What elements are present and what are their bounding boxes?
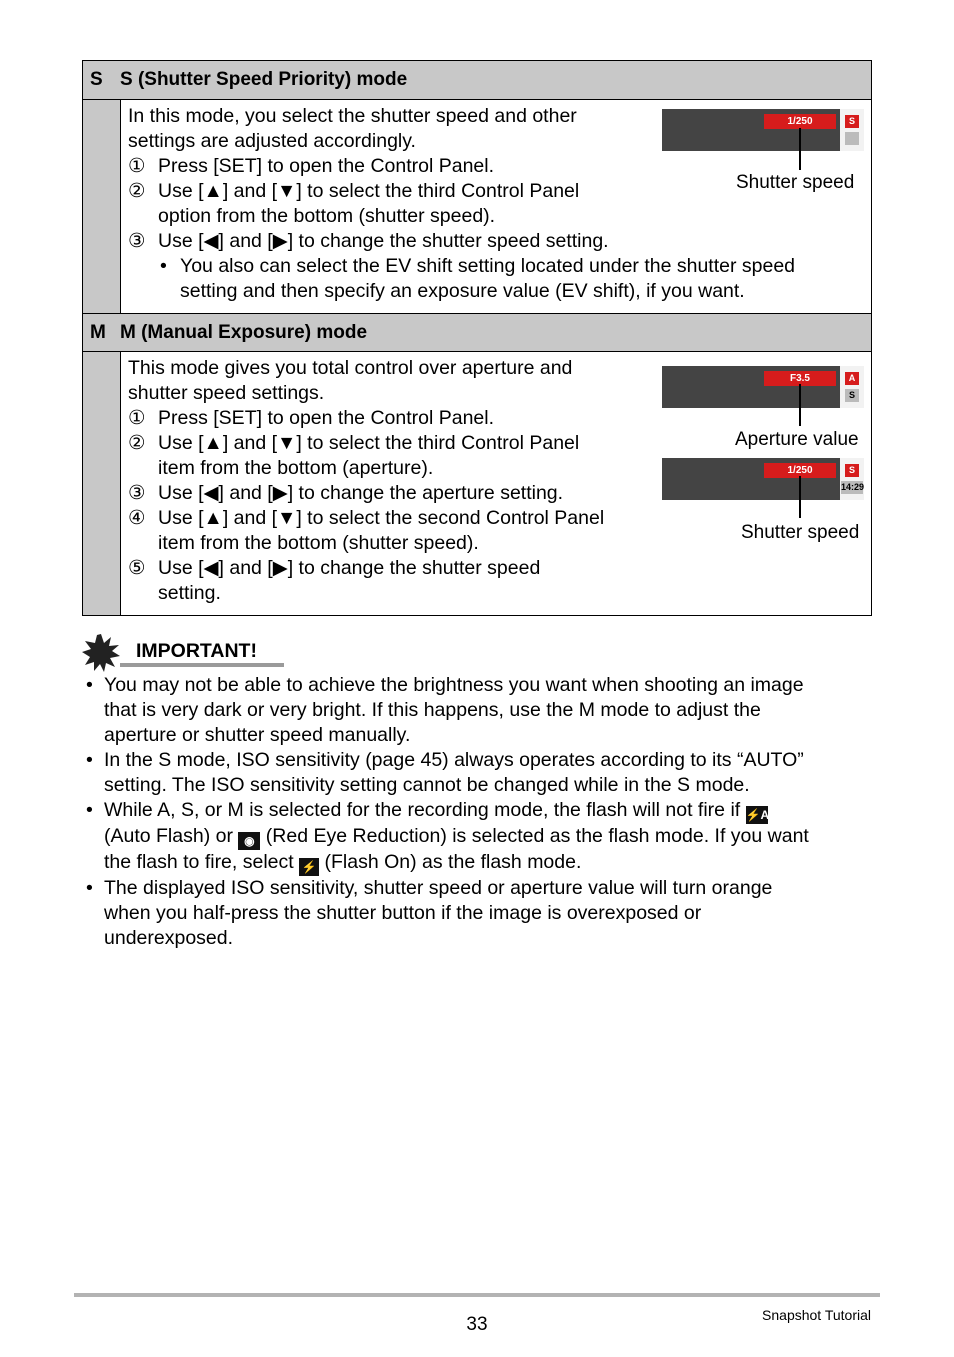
step-number: ① [128, 155, 146, 177]
step-text: Use [▲] and [▼] to select the third Control Panel [158, 432, 580, 454]
bullet-dot: • [160, 255, 167, 277]
shutter-speed-screen [662, 109, 864, 151]
note-item [82, 748, 882, 798]
flash-on-icon: ⚡ [299, 858, 319, 876]
step-text: Use [◀] and [▶] to change the shutter speed [158, 557, 541, 579]
step-text: item from the bottom (aperture). [158, 457, 434, 479]
m-step-5 [128, 556, 863, 606]
m-mode-gutter [83, 352, 121, 615]
step-number: ③ [128, 482, 146, 504]
caption-pointer [799, 384, 801, 426]
caption-pointer [799, 128, 801, 170]
m-mode-title: M (Manual Exposure) mode [120, 321, 368, 343]
s-intro-line: In this mode, you select the shutter speed and other [128, 105, 577, 127]
note-text: setting. The ISO sensitivity setting cannot be changed while in the S mode. [104, 774, 750, 796]
note-item [82, 876, 882, 951]
note-text: You may not be able to achieve the brightness you want when shooting an image [104, 674, 804, 696]
m-intro-line: shutter speed settings. [128, 382, 325, 404]
shutter-speed-caption: Shutter speed [741, 522, 860, 543]
note-text: In the S mode, ISO sensitivity (page 45) always operates according to its “AUTO” [104, 749, 804, 771]
bullet-dot: • [86, 674, 93, 696]
bullet-dot: • [86, 749, 93, 771]
s-intro-line: settings are adjusted accordingly. [128, 130, 416, 152]
m-mode-header [83, 313, 871, 351]
note-text: The displayed ISO sensitivity, shutter speed or aperture value will turn orange [104, 877, 773, 899]
note-text: While A, S, or M is selected for the recording mode, the flash will not fire if [104, 799, 746, 821]
important-underline [120, 663, 284, 667]
important-burst-icon [82, 634, 120, 672]
bullet-text: You also can select the EV shift setting located under the shutter speed [180, 255, 796, 277]
step-number: ④ [128, 507, 146, 529]
s-mode-letter: S [90, 69, 103, 90]
s-mode-header [83, 61, 871, 99]
step-text: Use [◀] and [▶] to change the aperture setting. [158, 482, 564, 504]
mode-badge-icon: A [845, 372, 859, 385]
flash-auto-icon: ⚡A [745, 808, 770, 822]
shutter-speed-value: 1/250 [764, 463, 836, 478]
note-item [82, 798, 882, 876]
note-text: (Auto Flash) or [104, 825, 239, 847]
aperture-screen [662, 366, 864, 408]
m-intro-line: This mode gives you total control over aperture and [128, 357, 573, 379]
step-number: ① [128, 407, 146, 429]
note-text: that is very dark or very bright. If this happens, use the M mode to adjust the [104, 699, 761, 721]
important-label: IMPORTANT! [136, 640, 257, 662]
s-mode-title: S (Shutter Speed Priority) mode [120, 69, 408, 90]
mode-badge-icon: S [845, 464, 859, 477]
aperture-value: F3.5 [764, 371, 836, 386]
note-text: (Red Eye Reduction) is selected as the flash mode. If you want [260, 825, 809, 847]
footer-rule [74, 1293, 880, 1297]
step-text: item from the bottom (shutter speed). [158, 532, 479, 554]
note-text: when you half-press the shutter button if the image is overexposed or [104, 902, 702, 924]
step-text: Use [◀] and [▶] to change the shutter speed setting. [158, 230, 609, 252]
caption-pointer [799, 476, 801, 518]
step-number: ⑤ [128, 557, 146, 579]
step-text: Press [SET] to open the Control Panel. [158, 155, 495, 177]
red-eye-icon: ◉ [238, 832, 260, 850]
clock-badge: 14:29 [841, 482, 865, 492]
step-text: Use [▲] and [▼] to select the third Control Panel [158, 180, 580, 202]
step-text: Use [▲] and [▼] to select the second Control Panel [158, 507, 605, 529]
screen-badge [845, 132, 859, 145]
step-text: option from the bottom (shutter speed). [158, 205, 496, 227]
shutter-speed-caption: Shutter speed [736, 172, 855, 193]
s-mode-body [83, 99, 871, 313]
important-notes [82, 673, 882, 951]
aperture-caption: Aperture value [735, 429, 859, 450]
bullet-dot: • [86, 799, 93, 821]
bullet-dot: • [86, 877, 93, 899]
s-mode-content [121, 100, 871, 313]
m-mode-letter: M [90, 321, 106, 343]
shutter-speed-screen [662, 458, 864, 500]
bullet-text: setting and then specify an exposure value (EV shift), if you want. [180, 280, 745, 302]
note-text: the flash to fire, select [104, 851, 300, 873]
screen-badge: S [845, 389, 859, 402]
s-sub-bullet [128, 254, 863, 304]
s-step-3 [128, 229, 863, 254]
step-text: Press [SET] to open the Control Panel. [158, 407, 495, 429]
note-text: (Flash On) as the flash mode. [319, 851, 582, 873]
m-mode-body [83, 351, 871, 615]
s-mode-gutter [83, 100, 121, 313]
step-number: ② [128, 432, 146, 454]
page-number: 33 [466, 1314, 488, 1335]
shutter-speed-value: 1/250 [764, 114, 836, 129]
step-text: setting. [158, 582, 221, 604]
mode-badge-icon: S [845, 115, 859, 128]
note-item [82, 673, 882, 748]
note-text: aperture or shutter speed manually. [104, 724, 411, 746]
mode-table [82, 60, 872, 616]
section-label: Snapshot Tutorial [762, 1307, 871, 1323]
step-number: ③ [128, 230, 146, 252]
step-number: ② [128, 180, 146, 202]
m-mode-content [121, 352, 871, 615]
note-text: underexposed. [104, 927, 234, 949]
